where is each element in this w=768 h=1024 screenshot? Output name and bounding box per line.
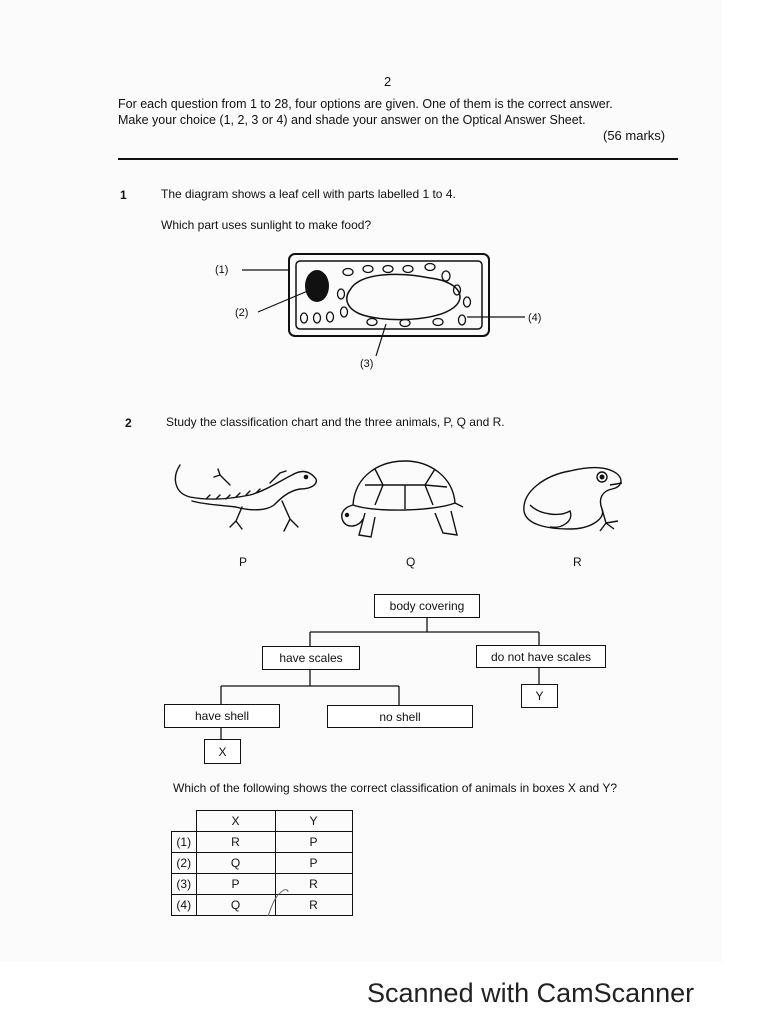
- option-number: (1): [172, 832, 197, 853]
- chart-box-x: X: [204, 739, 241, 764]
- animal-label-q: Q: [406, 555, 416, 569]
- cell-label-4: (4): [528, 312, 542, 324]
- table-header-x: X: [196, 811, 275, 832]
- chart-box-no-shell: no shell: [327, 705, 473, 728]
- option-x: Q: [196, 895, 275, 916]
- marks-total: (56 marks): [603, 128, 666, 143]
- question-1-number: 1: [120, 188, 127, 202]
- option-y: P: [275, 832, 352, 853]
- question-2-stem: Study the classification chart and the three animals, P, Q and R.: [166, 415, 505, 429]
- option-number: (3): [172, 874, 197, 895]
- cell-label-2: (2): [235, 307, 249, 319]
- cell-label-1: (1): [215, 264, 229, 276]
- cell-label-3: (3): [360, 358, 374, 370]
- table-row: [172, 853, 353, 874]
- instructions-line-2: Make your choice (1, 2, 3 or 4) and shade your answer on the Optical Answer Sheet.: [118, 113, 586, 127]
- question-1-stem: The diagram shows a leaf cell with parts labelled 1 to 4.: [161, 187, 456, 201]
- chart-box-no-scales: do not have scales: [476, 645, 606, 668]
- option-x: R: [196, 832, 275, 853]
- option-x: P: [196, 874, 275, 895]
- instructions-line-1: For each question from 1 to 28, four options are given. One of them is the correct answer.: [118, 97, 613, 111]
- option-number: (4): [172, 895, 197, 916]
- chart-box-have-scales: have scales: [262, 646, 360, 670]
- chart-box-have-shell: have shell: [164, 704, 280, 728]
- option-y: P: [275, 853, 352, 874]
- page-number: 2: [384, 74, 392, 89]
- animal-label-p: P: [239, 555, 248, 569]
- option-y: R: [275, 895, 352, 916]
- table-header-y: Y: [275, 811, 352, 832]
- animal-label-r: R: [573, 555, 582, 569]
- question-2-number: 2: [125, 416, 132, 430]
- option-y: R: [275, 874, 352, 895]
- table-header-blank: [172, 811, 197, 832]
- chart-box-y: Y: [521, 684, 558, 708]
- question-1-question: Which part uses sunlight to make food?: [161, 218, 372, 232]
- chart-box-body-covering: body covering: [374, 594, 480, 618]
- option-x: Q: [196, 853, 275, 874]
- table-header-row: [172, 811, 353, 832]
- question-2-question: Which of the following shows the correct classification of animals in boxes X and Y?: [173, 781, 617, 795]
- option-number: (2): [172, 853, 197, 874]
- camscanner-watermark: Scanned with CamScanner: [367, 978, 695, 1008]
- pencil-mark: [262, 886, 292, 920]
- table-row: [172, 832, 353, 853]
